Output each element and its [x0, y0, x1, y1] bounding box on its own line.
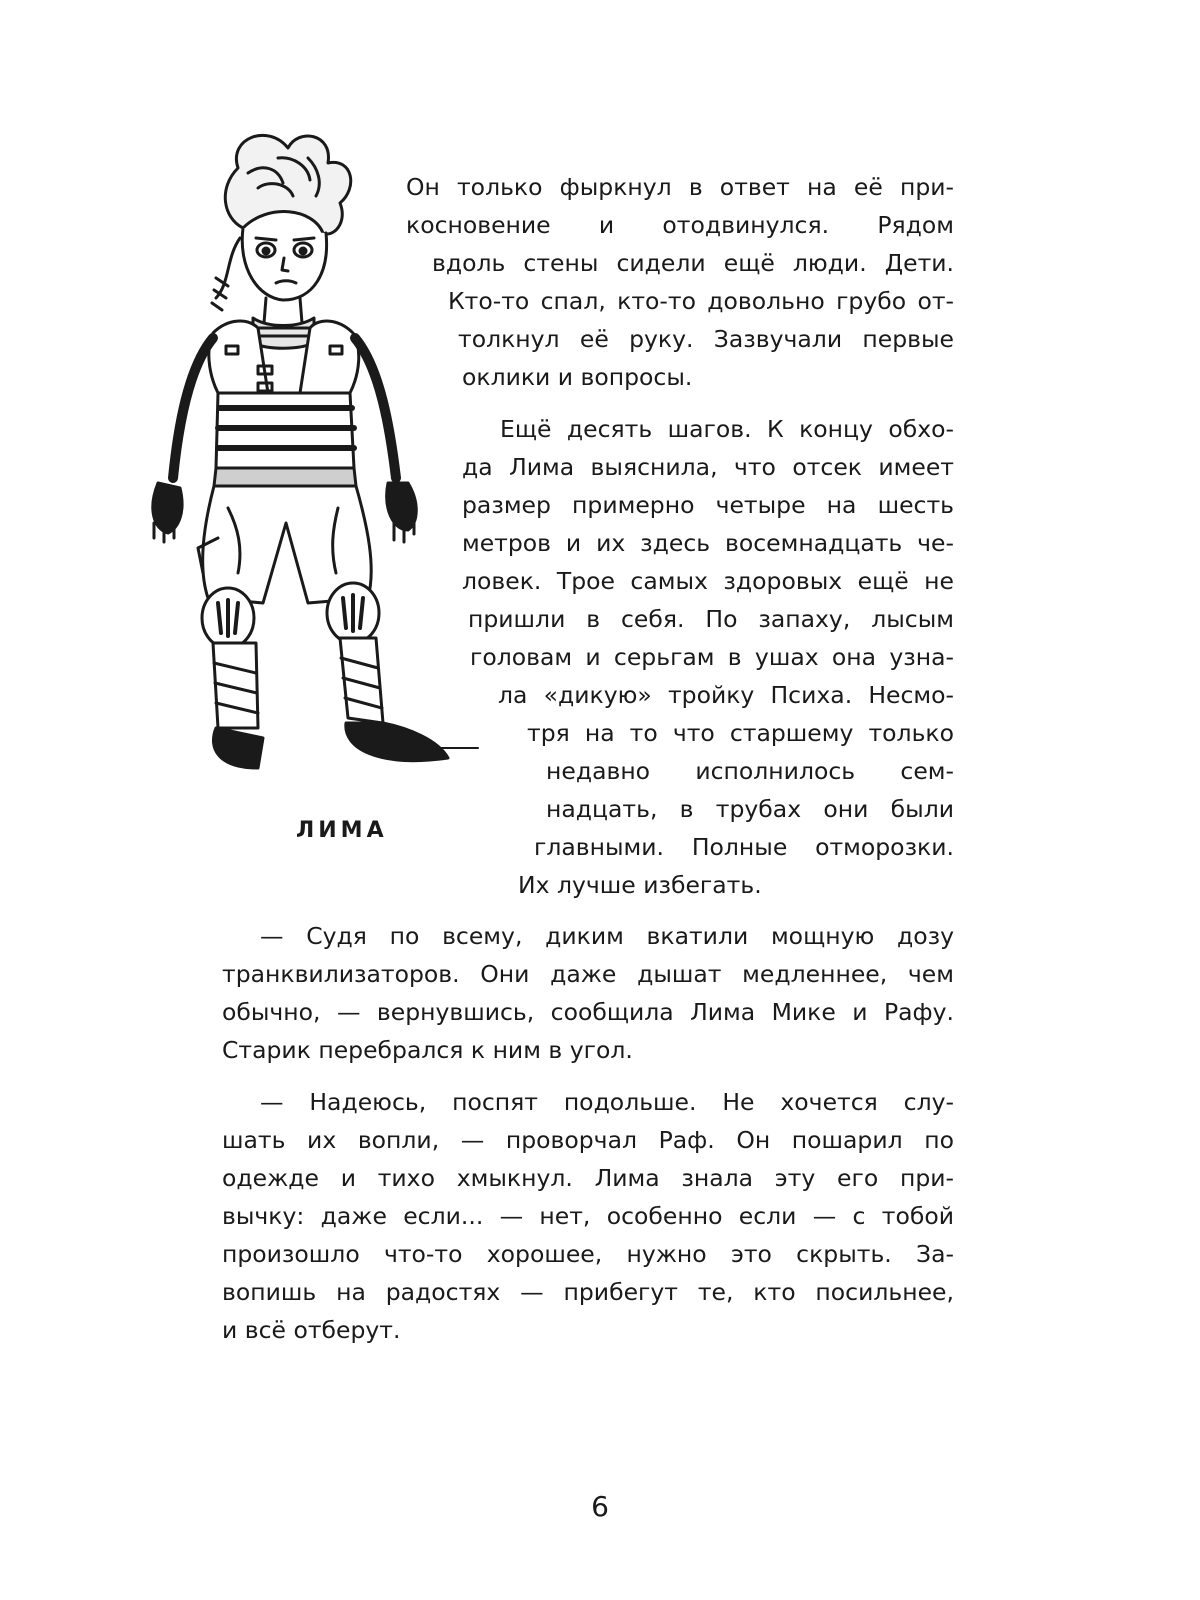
text-line: вдоль стены сидели ещё люди. Дети.: [432, 249, 954, 277]
page-number: 6: [591, 1490, 609, 1523]
text-line: главными. Полные отморозки.: [534, 833, 954, 861]
text-line: вычку: даже если... — нет, особенно если — с тобой: [222, 1202, 954, 1230]
text-line: Ещё десять шагов. К концу обхо-: [500, 415, 954, 443]
text-line: размер примерно четыре на шесть: [462, 491, 954, 519]
text-line: — Судя по всему, диким вкатили мощную дозу: [260, 922, 954, 950]
text-line: Старик перебрался к ним в угол.: [222, 1036, 633, 1064]
text-line: оклики и вопросы.: [462, 363, 693, 391]
text-line: пришли в себя. По запаху, лысым: [468, 605, 954, 633]
text-line: головам и серьгам в ушах она узна-: [470, 643, 954, 671]
text-line: Он только фыркнул в ответ на её при-: [406, 173, 954, 201]
text-line: тря на то что старшему только: [527, 719, 954, 747]
text-line: ла «дикую» тройку Психа. Несмо-: [498, 681, 954, 709]
text-line: ловек. Трое самых здоровых ещё не: [462, 567, 954, 595]
text-line: да Лима выяснила, что отсек имеет: [462, 453, 954, 481]
text-line: косновение и отодвинулся. Рядом: [406, 211, 954, 239]
text-line: толкнул её руку. Зазвучали первые: [458, 325, 954, 353]
text-line: метров и их здесь восемнадцать че-: [462, 529, 954, 557]
text-line: транквилизаторов. Они даже дышат медленнее, чем: [222, 960, 954, 988]
illustration-caption: ЛИМА: [296, 818, 388, 843]
text-line: шать их вопли, — проворчал Раф. Он пошарил по: [222, 1126, 954, 1154]
text-line: одежде и тихо хмыкнул. Лима знала эту его при-: [222, 1164, 954, 1192]
text-line: недавно исполнилось сем-: [546, 757, 954, 785]
text-line: произошло что-то хорошее, нужно это скрыть. За-: [222, 1240, 954, 1268]
text-line: вопишь на радостях — прибегут те, кто посильнее,: [222, 1278, 954, 1306]
text-line: — Надеюсь, поспят подольше. Не хочется слу-: [260, 1088, 954, 1116]
text-line: и всё отберут.: [222, 1316, 401, 1344]
text-line: Их лучше избегать.: [518, 871, 762, 899]
text-line: обычно, — вернувшись, сообщила Лима Мике и Рафу.: [222, 998, 954, 1026]
text-line: Кто-то спал, кто-то довольно грубо от-: [448, 287, 954, 315]
text-line: надцать, в трубах они были: [546, 795, 954, 823]
